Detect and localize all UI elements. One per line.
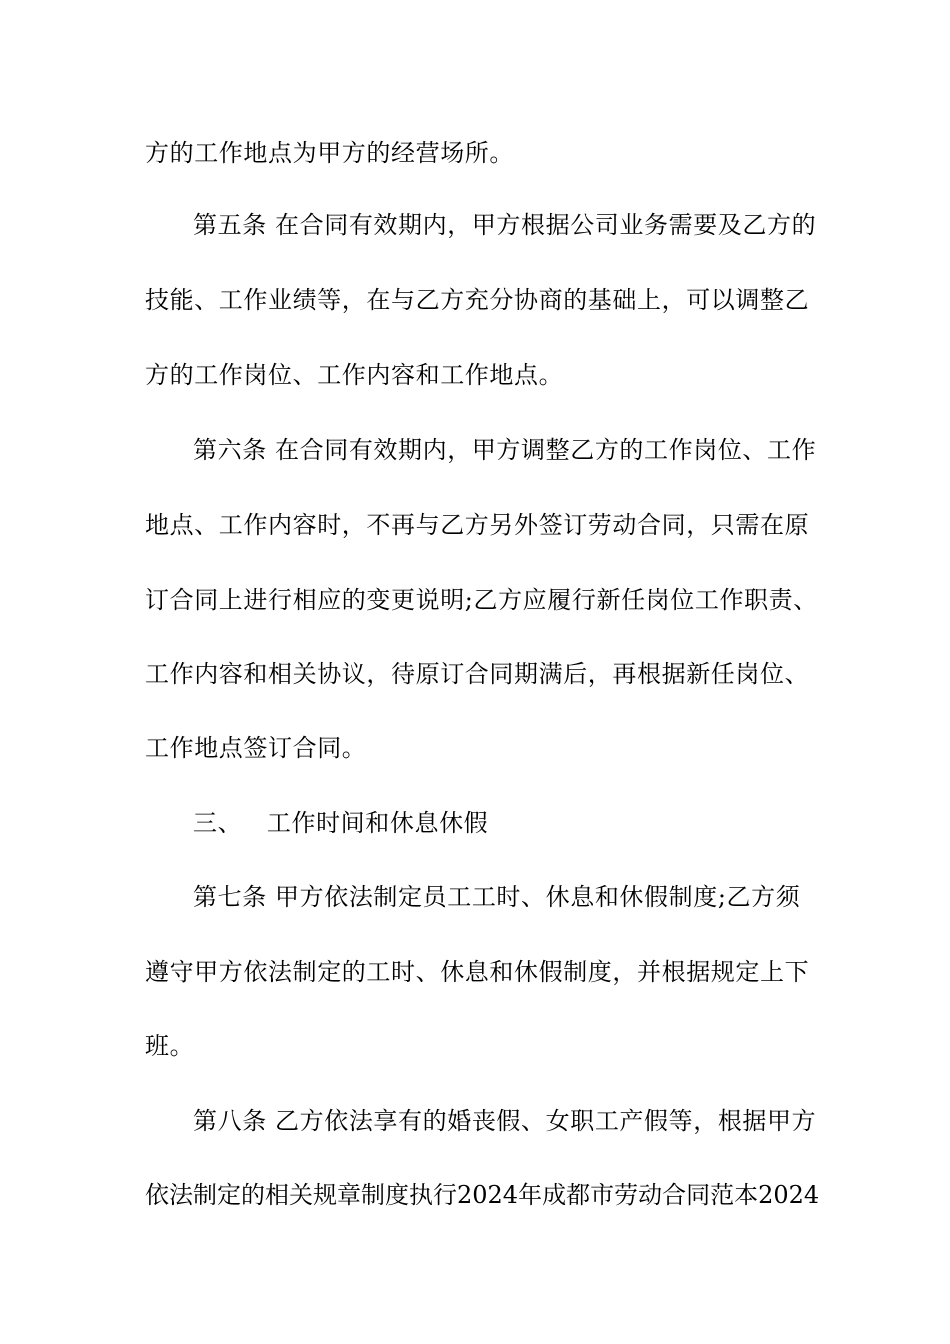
text-line: 班。 bbox=[145, 1032, 195, 1060]
text-line: 方的工作岗位、工作内容和工作地点。 bbox=[145, 361, 564, 389]
paragraph-article-6: 第六条 在合同有效期内，甲方调整乙方的工作岗位、工作 bbox=[193, 436, 817, 464]
paragraph-article-8: 第八条 乙方依法享有的婚丧假、女职工产假等，根据甲方 bbox=[193, 1107, 817, 1135]
text-line: 技能、工作业绩等，在与乙方充分协商的基础上，可以调整乙 bbox=[145, 286, 810, 314]
text-line: 依法制定的相关规章制度执行2024年成都市劳动合同范本2024 bbox=[145, 1181, 820, 1209]
text-line: 订合同上进行相应的变更说明;乙方应履行新任岗位工作职责、 bbox=[145, 586, 818, 614]
text-line: 工作内容和相关协议，待原订合同期满后，再根据新任岗位、 bbox=[145, 660, 810, 688]
text-line: 工作地点签订合同。 bbox=[145, 734, 367, 762]
paragraph-article-5: 第五条 在合同有效期内，甲方根据公司业务需要及乙方的 bbox=[193, 211, 817, 239]
text-line: 遵守甲方依法制定的工时、休息和休假制度，并根据规定上下 bbox=[145, 958, 810, 986]
section-heading: 三、 工作时间和休息休假 bbox=[193, 809, 489, 837]
paragraph-article-7: 第七条 甲方依法制定员工工时、休息和休假制度;乙方须 bbox=[193, 883, 801, 911]
text-line: 方的工作地点为甲方的经营场所。 bbox=[145, 139, 514, 167]
text-line: 地点、工作内容时，不再与乙方另外签订劳动合同，只需在原 bbox=[145, 511, 810, 539]
